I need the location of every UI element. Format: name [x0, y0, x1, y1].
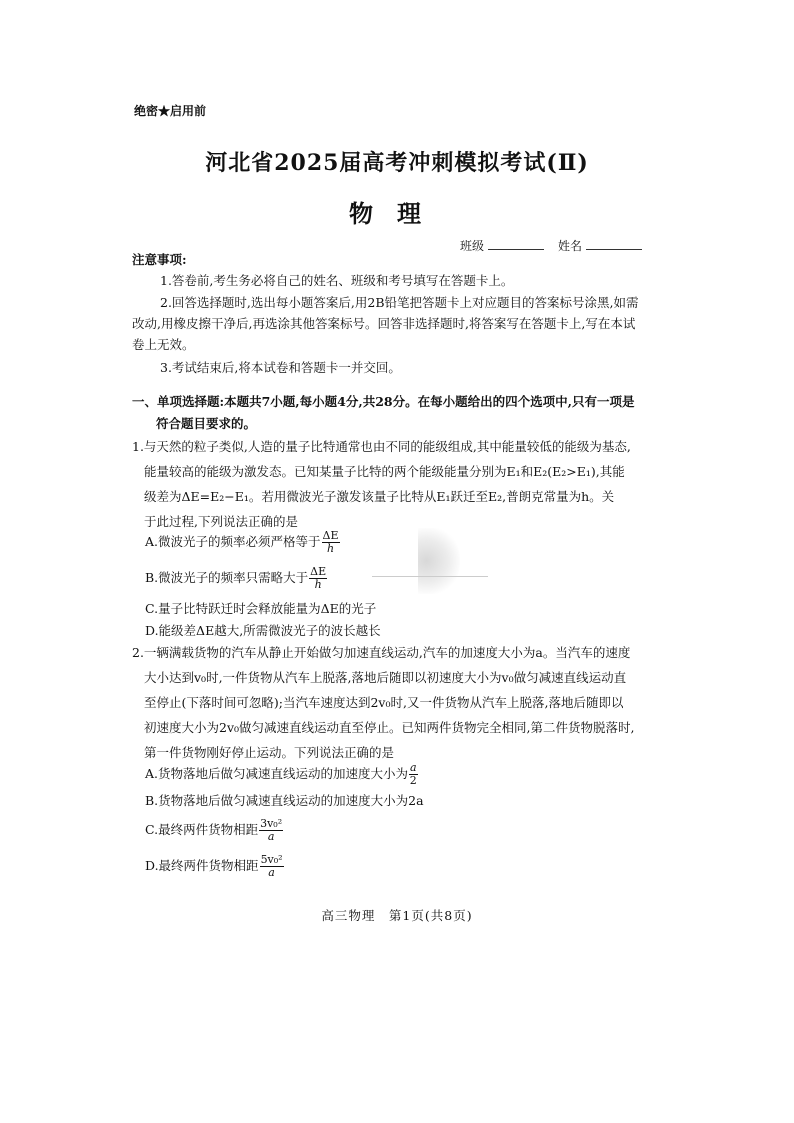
q2-option-d-text: D.最终两件货物相距 — [145, 858, 259, 873]
secret-label: 绝密★启用前 — [134, 104, 207, 118]
q2-option-b: B.货物落地后做匀减速直线运动的加速度大小为2a — [145, 793, 424, 808]
notice-heading: 注意事项: — [132, 252, 187, 267]
notice-item-2-cont2: 卷上无效。 — [132, 337, 195, 352]
q1-option-b — [145, 566, 327, 591]
frac-denominator: a — [268, 866, 275, 879]
section-line-1: 一、单项选择题:本题共7小题,每小题4分,共28分。在每小题给出的四个选项中,只有一项是 — [132, 394, 635, 409]
section-line-2: 符合题目要求的。 — [156, 416, 257, 431]
page-footer: 高三物理 第1页(共8页) — [321, 908, 473, 923]
q1-option-a — [145, 530, 340, 555]
q2-line-5: 第一件货物刚好停止运动。下列说法正确的是 — [144, 745, 395, 760]
q1-option-b-text: B.微波光子的频率只需略大于 — [145, 570, 309, 585]
q2-line-1: 2.一辆满载货物的汽车从静止开始做匀加速直线运动,汽车的加速度大小为a。当汽车的速度 — [132, 645, 631, 660]
q2-option-c-text: C.最终两件货物相距 — [145, 822, 259, 837]
frac-numerator: a — [410, 761, 417, 774]
q2-option-a-text: A.货物落地后做匀减速直线运动的加速度大小为 — [145, 766, 409, 781]
class-name-fields — [460, 237, 642, 254]
q1-option-b-fraction — [309, 566, 327, 591]
q1-line-3: 级差为ΔE=E₂−E₁。若用微波光子激发该量子比特从E₁跃迁至E₂,普朗克常量为h。关 — [144, 489, 615, 504]
question-1 — [132, 434, 680, 534]
q1-option-c: C.量子比特跃迁时会释放能量为ΔE的光子 — [145, 601, 377, 616]
q1-option-a-text: A.微波光子的频率必须严格等于 — [145, 534, 321, 549]
notice-item-2-cont: 改动,用橡皮擦干净后,再选涂其他答案标号。回答非选择题时,将答案写在答题卡上,写在本试 — [132, 316, 636, 331]
notice-item-1: 1.答卷前,考生务必将自己的姓名、班级和考号填写在答题卡上。 — [160, 273, 514, 288]
scan-smudge — [418, 528, 460, 594]
q2-option-a-fraction — [409, 762, 418, 787]
q1-line-4: 于此过程,下列说法正确的是 — [144, 514, 298, 529]
question-2 — [132, 640, 680, 765]
q2-option-a — [145, 762, 418, 787]
q2-option-d-fraction — [260, 854, 284, 879]
q2-line-2: 大小达到v₀时,一件货物从汽车上脱落,落地后随即以初速度大小为v₀做匀减速直线运动直 — [144, 670, 627, 685]
q1-option-a-fraction — [322, 530, 340, 555]
notice-item-2: 2.回答选择题时,选出每小题答案后,用2B铅笔把答题卡上对应题目的答案标号涂黑,如需 — [160, 295, 639, 310]
frac-denominator: 2 — [409, 774, 417, 787]
frac-numerator: ΔE — [310, 565, 327, 578]
frac-denominator: a — [267, 830, 275, 843]
section-heading — [132, 391, 682, 435]
q2-option-c-fraction — [259, 818, 283, 843]
notice-item-3: 3.考试结束后,将本试卷和答题卡一并交回。 — [160, 360, 401, 375]
frac-numerator: 5v₀² — [260, 853, 283, 866]
frac-numerator: 3v₀² — [260, 817, 283, 830]
frac-denominator: h — [314, 578, 322, 591]
class-label: 班级 — [460, 239, 485, 253]
name-label: 姓名 — [558, 239, 583, 253]
q2-option-d — [145, 854, 284, 879]
frac-numerator: ΔE — [322, 529, 339, 542]
q1-line-1: 1.与天然的粒子类似,人造的量子比特通常也由不同的能级组成,其中能量较低的能级为基态, — [132, 439, 631, 454]
q2-line-4: 初速度大小为2v₀做匀减速直线运动直至停止。已知两件货物完全相同,第二件货物脱落时, — [144, 720, 635, 735]
q1-line-2: 能量较高的能级为激发态。已知某量子比特的两个能级能量分别为E₁和E₂(E₂>E₁),其能 — [144, 464, 625, 479]
exam-title: 河北省2025届高考冲刺模拟考试(Ⅱ) — [205, 150, 589, 176]
subject-title: 物理 — [349, 199, 445, 228]
class-blank — [488, 238, 544, 250]
q2-line-3: 至停止(下落时间可忽略);当汽车速度达到2v₀时,又一件货物从汽车上脱落,落地后随即以 — [144, 695, 624, 710]
scan-line — [372, 576, 488, 577]
q1-option-d: D.能级差ΔE越大,所需微波光子的波长越长 — [145, 623, 381, 638]
name-blank — [586, 238, 642, 250]
q2-option-c — [145, 818, 283, 843]
frac-denominator: h — [326, 542, 335, 555]
